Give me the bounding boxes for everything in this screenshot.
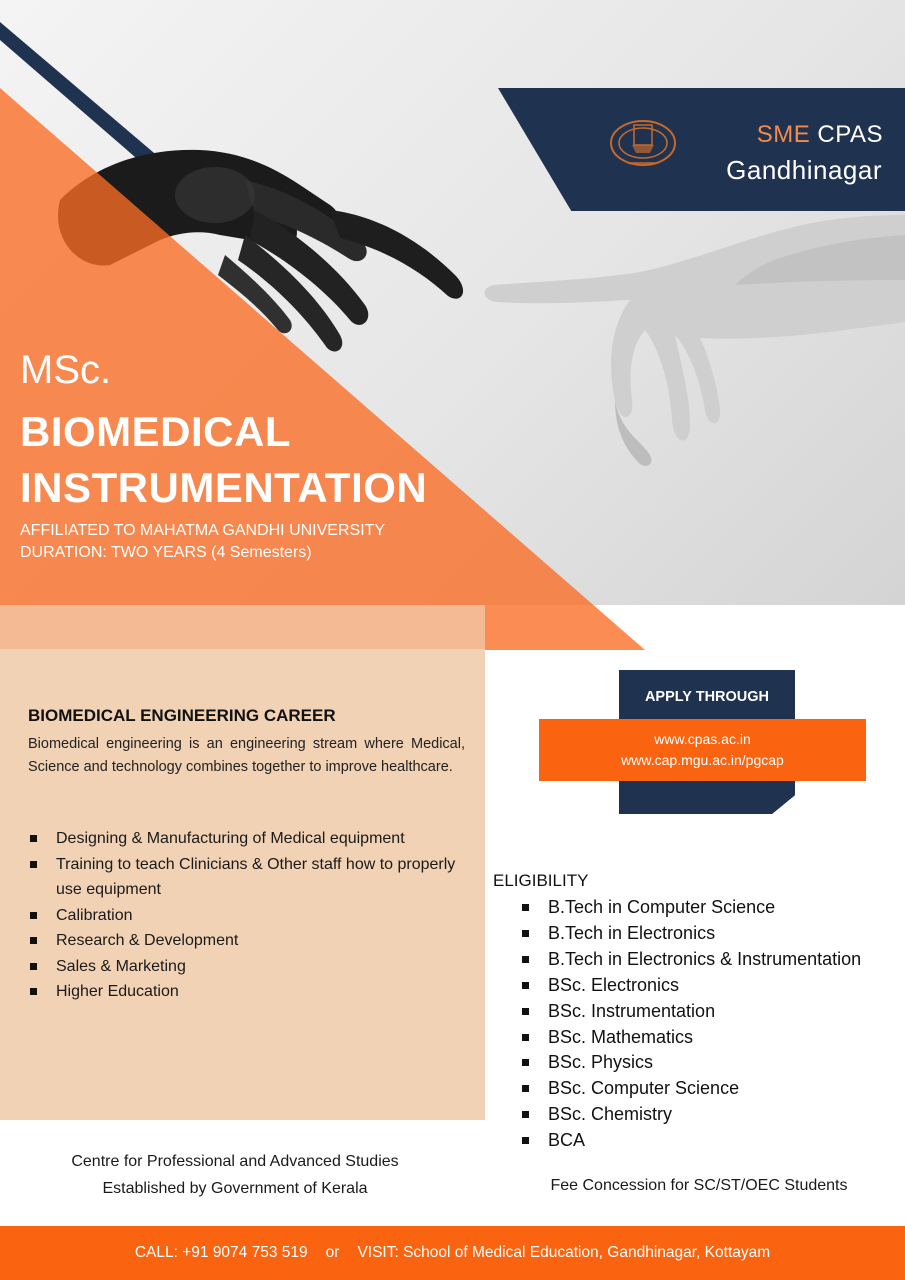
- bullet-icon: [522, 956, 529, 963]
- program-title-line2: INSTRUMENTATION: [20, 464, 428, 511]
- apply-label: APPLY THROUGH: [644, 689, 770, 705]
- eligibility-item-label: BSc. Mathematics: [548, 1026, 694, 1047]
- eligibility-item-label: BCA: [548, 1130, 586, 1151]
- eligibility-item-label: BSc. Electronics: [548, 974, 680, 995]
- eligibility-item-label: B.Tech in Computer Science: [548, 897, 776, 917]
- career-description: Biomedical engineering is an engineering stream where Medical, Science and technology combines together to improve healthcare.: [28, 736, 465, 775]
- affiliation-text: AFFILIATED TO MAHATMA GANDHI UNIVERSITY: [20, 522, 386, 539]
- list-item: [520, 921, 905, 947]
- eligibility-item-label: BSc. Instrumentation: [548, 1000, 716, 1021]
- brand-rest: CPAS: [817, 121, 883, 148]
- bullet-icon: [522, 982, 529, 989]
- emblem-icon: [608, 113, 678, 175]
- list-item: [28, 903, 468, 929]
- program-title: [20, 404, 500, 516]
- duration-text: DURATION: TWO YEARS (4 Semesters): [20, 544, 312, 561]
- eligibility-item-label: B.Tech in Electronics: [548, 922, 716, 943]
- bullet-icon: [522, 930, 529, 937]
- list-item: [520, 1102, 905, 1128]
- apply-link-mgu[interactable]: www.cap.mgu.ac.in/pgcap: [621, 752, 784, 768]
- bullet-icon: [522, 1111, 529, 1118]
- bullet-icon: [522, 1085, 529, 1092]
- career-item-label: Higher Education: [56, 983, 179, 1000]
- career-heading: BIOMEDICAL ENGINEERING CAREER: [28, 706, 336, 725]
- list-item: [520, 973, 905, 999]
- list-item: [520, 1050, 905, 1076]
- career-item-label: Designing & Manufacturing of Medical equipment: [56, 830, 405, 847]
- apply-link-cpas[interactable]: www.cpas.ac.in: [654, 731, 751, 747]
- career-panel-band: [0, 605, 485, 649]
- list-item: [28, 852, 468, 903]
- footer-visit: VISIT: School of Medical Education, Gandhinagar, Kottayam: [357, 1244, 771, 1261]
- career-list: [28, 826, 468, 1005]
- list-item: [28, 826, 468, 852]
- brand-accent: SME: [756, 121, 811, 148]
- brand-name: [757, 121, 883, 149]
- footer-separator: or: [325, 1244, 340, 1261]
- institution-name: Centre for Professional and Advanced Studies: [71, 1153, 399, 1170]
- career-item-label: Research & Development: [56, 932, 239, 949]
- eligibility-title: ELIGIBILITY: [493, 871, 589, 890]
- bullet-icon: [30, 988, 37, 995]
- bullet-icon: [30, 835, 37, 842]
- eligibility-item-label: BSc. Physics: [548, 1052, 654, 1073]
- program-title-line1: BIOMEDICAL: [20, 408, 291, 455]
- career-item-label: Calibration: [56, 906, 133, 924]
- list-item: [520, 1076, 905, 1102]
- list-item: [28, 954, 468, 980]
- career-item-label: Training to teach Clinicians & Other staff how to properly use equipment: [56, 855, 456, 898]
- bullet-icon: [522, 1059, 529, 1066]
- eligibility-list: [520, 895, 905, 1154]
- bullet-icon: [522, 904, 529, 911]
- apply-links-panel: [539, 719, 866, 781]
- list-item: [28, 928, 468, 954]
- eligibility-item-label: B.Tech in Electronics & Instrumentation: [548, 948, 862, 969]
- degree-title: MSc.: [20, 348, 112, 392]
- footer-call[interactable]: CALL: +91 9074 753 519: [134, 1244, 308, 1261]
- bullet-icon: [522, 1008, 529, 1015]
- program-info: [20, 520, 385, 564]
- fee-concession-note: Fee Concession for SC/ST/OEC Students: [550, 1177, 848, 1194]
- eligibility-item-label: BSc. Chemistry: [548, 1104, 673, 1125]
- institution-info: [0, 1148, 470, 1202]
- list-item: [520, 947, 905, 973]
- bullet-icon: [30, 963, 37, 970]
- list-item: [520, 895, 905, 921]
- bullet-icon: [30, 937, 37, 944]
- list-item: [520, 1128, 905, 1154]
- institution-established: Established by Government of Kerala: [102, 1180, 368, 1197]
- bullet-icon: [522, 1137, 529, 1144]
- list-item: [28, 979, 468, 1005]
- list-item: [520, 1025, 905, 1051]
- footer-bar: [0, 1226, 905, 1280]
- eligibility-item-label: BSc. Computer Science: [548, 1078, 740, 1099]
- brand-location: Gandhinagar: [726, 155, 882, 185]
- list-item: [520, 999, 905, 1025]
- bullet-icon: [30, 912, 37, 919]
- career-item-label: Sales & Marketing: [56, 957, 186, 975]
- bullet-icon: [522, 1034, 529, 1041]
- bullet-icon: [30, 861, 37, 868]
